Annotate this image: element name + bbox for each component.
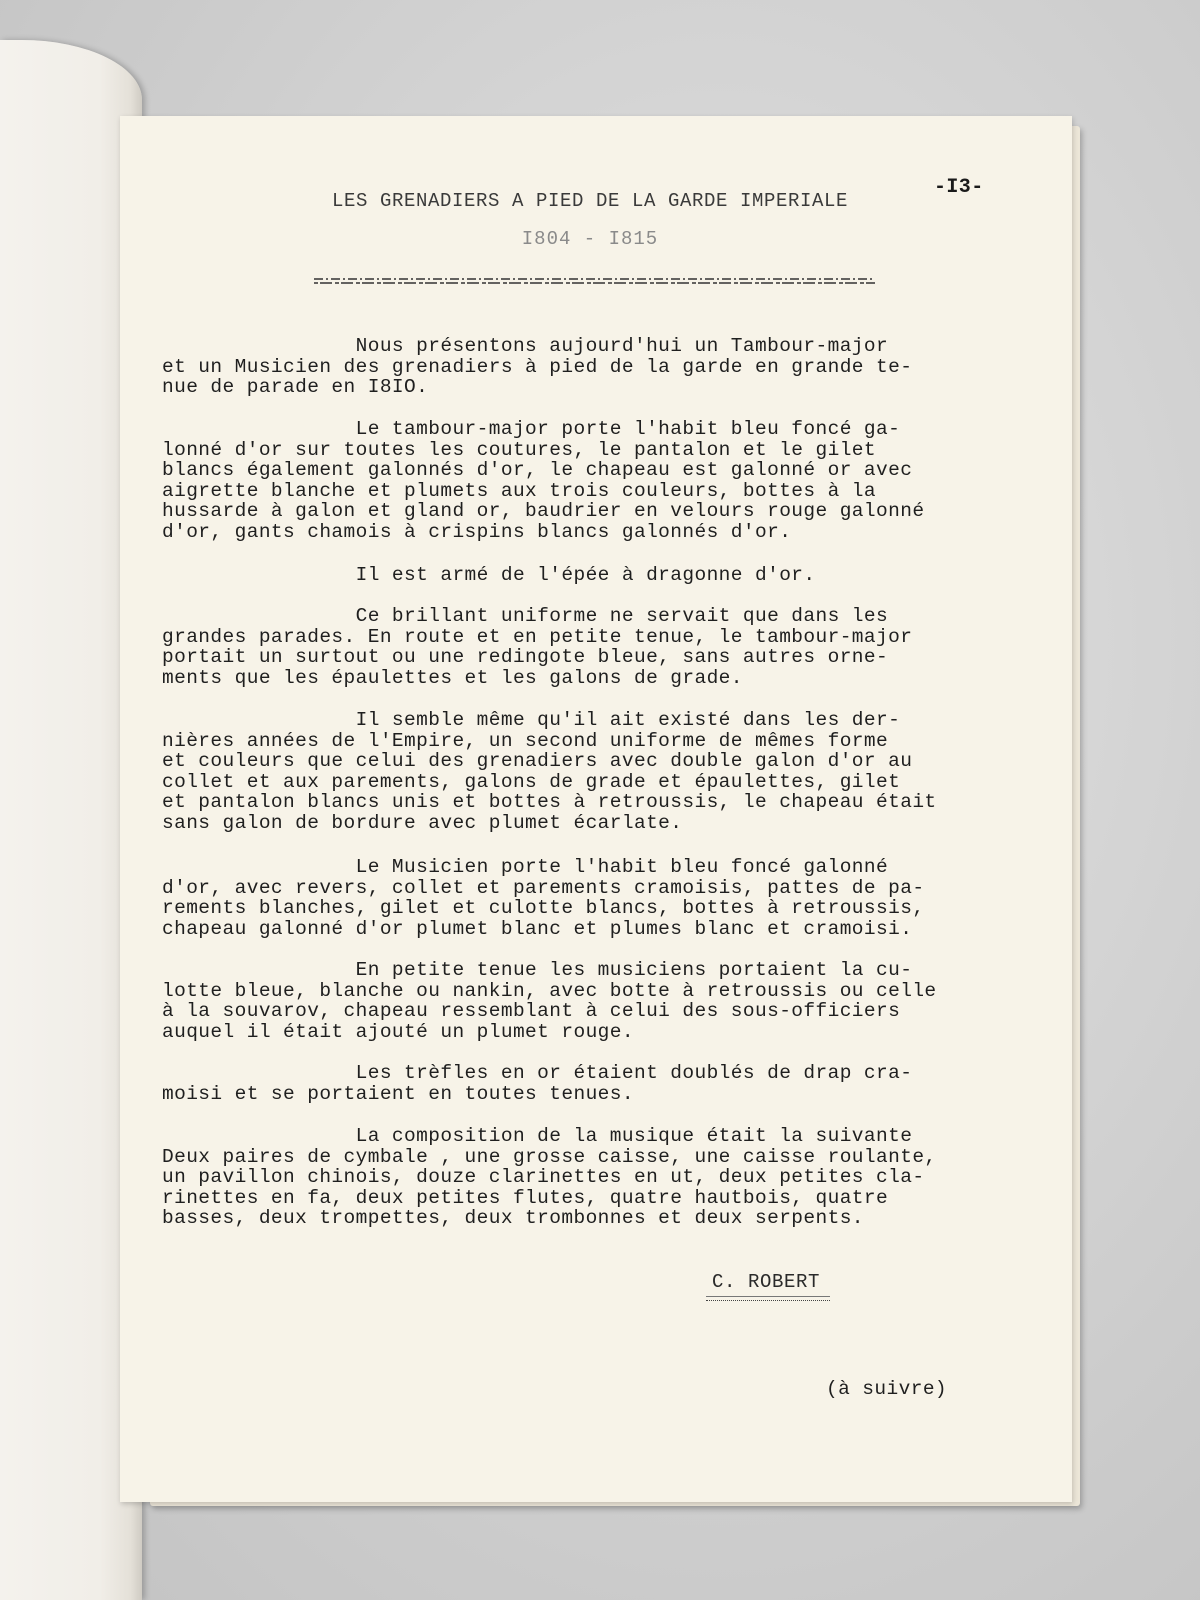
paragraph-petite-tenue: En petite tenue les musiciens portaient la cu- lotte bleue, blanche ou nankin, avec botte à retroussis ou celle à la souvarov, chapeau ressemblant à celui des sous-officiers auquel il était ajouté un plumet rouge. — [162, 959, 937, 1043]
continuation-note: (à suivre) — [826, 1378, 948, 1400]
date-range: I804 - I815 — [521, 228, 659, 250]
paragraph-second-uniforme: Il semble même qu'il ait existé dans les der- nières années de l'Empire, un second uniforme de mêmes forme et couleurs que celui des grenadiers avec double galon d'or au collet et aux parements, galons de grade et épaulettes, gilet et pantalon blancs unis et bottes à retroussis, le chapeau était sans galon de bordure avec plumet écarlate. — [162, 709, 937, 834]
page-number: -I3- — [934, 176, 984, 199]
page-title: LES GRENADIERS A PIED DE LA GARDE IMPERIALE — [331, 190, 849, 212]
paragraph-tambour-major: Le tambour-major porte l'habit bleu foncé ga- lonné d'or sur toutes les coutures, le pantalon et le gilet blancs également galonnés d'or, le chapeau est galonné or avec aigrette blanche et plumets aux trois couleurs, bottes à la hussarde à galon et gland or, baudrier en velours rouge galonné d'or, gants chamois à crispins blancs galonnés d'or. — [162, 418, 925, 543]
paragraph-trefles: Les trèfles en or étaient doublés de drap cra- moisi et se portaient en toutes tenues. — [162, 1062, 913, 1105]
paragraph-epee: Il est armé de l'épée à dragonne d'or. — [162, 564, 816, 586]
paragraph-uniforme: Ce brillant uniforme ne servait que dans les grandes parades. En route et en petite tenue, le tambour-major portait un surtout ou une redingote bleue, sans autres orne- ments que les épaulettes et les galons de grade. — [162, 605, 913, 689]
paragraph-musicien: Le Musicien porte l'habit bleu foncé galonné d'or, avec revers, collet et parements cramoisis, pattes de pa- rements blanches, gilet et culotte blancs, bottes à retroussis, chapeau galonné d'or plumet blanc et plumes blanc et cramoisi. — [162, 856, 925, 940]
paragraph-composition: La composition de la musique était la suivante Deux paires de cymbale , une grosse caisse, une caisse roulante, un pavillon chinois, douze clarinettes en ut, deux petites cla- rinettes en fa, deux petites flutes, quatre hautbois, quatre basses, deux trompettes, deux trombonnes et deux serpents. — [162, 1125, 937, 1230]
decorative-divider — [312, 275, 877, 289]
signature-underline — [706, 1296, 830, 1301]
paragraph-intro: Nous présentons aujourd'hui un Tambour-major et un Musicien des grenadiers à pied de la garde en grande te- nue de parade en I8IO. — [162, 335, 913, 399]
author-signature: C. ROBERT — [712, 1271, 821, 1293]
